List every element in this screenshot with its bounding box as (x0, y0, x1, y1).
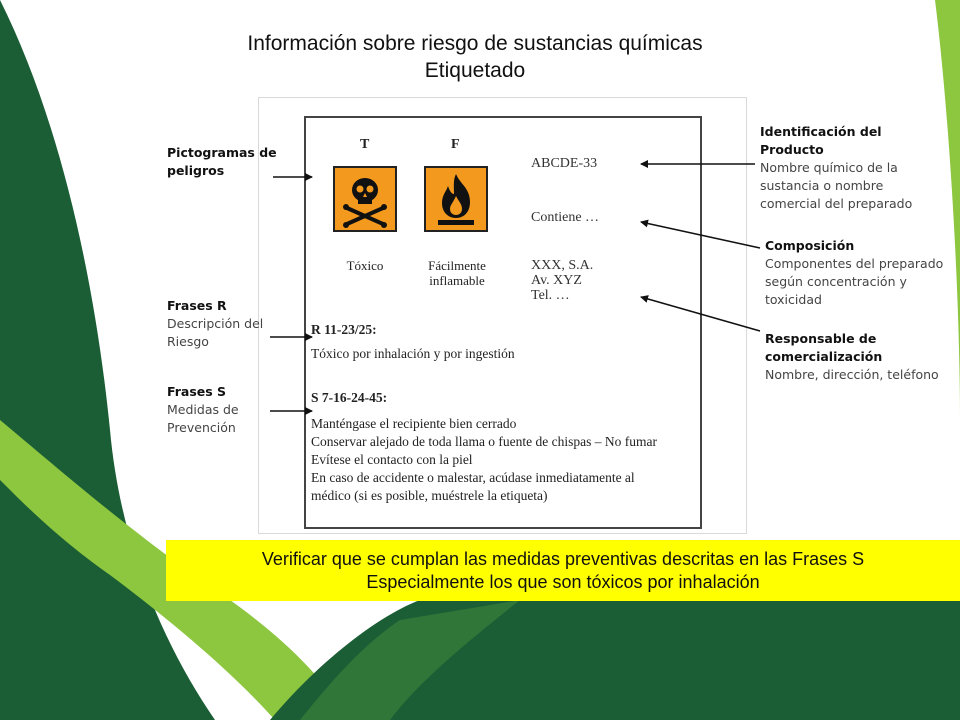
composition-annotation (765, 237, 943, 309)
pictogram-caption-flammable-line-2: inflamable (429, 273, 485, 288)
composition-heading: Composición (765, 238, 855, 253)
flame-icon (424, 166, 488, 232)
pictograms-heading-line-1: Pictogramas de (167, 145, 277, 160)
pictogram-caption-flammable-line-1: Fácilmente (428, 258, 486, 273)
s-phrases-desc-line-2: Prevención (167, 420, 236, 435)
s-phrase-line-2: Conservar alejado de toda llama o fuente de chispas – No fumar (311, 434, 658, 449)
pictogram-caption-toxic-line-1: Tóxico (346, 258, 384, 273)
s-phrase-line-3: Evítese el contacto con la piel (311, 452, 473, 467)
responsible-heading-line-2: comercialización (765, 349, 883, 364)
composition-desc-line-2: según concentración y (765, 274, 907, 289)
composition-desc-line-1: Componentes del preparado (765, 256, 944, 271)
product-id-annotation (760, 123, 912, 213)
pictogram-caption-toxic (330, 258, 400, 273)
page-title (160, 30, 790, 84)
product-id-desc-line-2: sustancia o nombre (760, 178, 884, 193)
r-phrases-annotation (167, 297, 263, 351)
s-phrases-annotation (167, 383, 239, 437)
title-line-2: Etiquetado (424, 59, 526, 82)
product-name: ABCDE-33 (531, 156, 598, 171)
s-phrase-line-1: Manténgase el recipiente bien cerrado (311, 416, 517, 431)
s-phrases-desc-line-1: Medidas de (167, 402, 239, 417)
product-id-heading-line-2: Producto (760, 142, 824, 157)
responsible-heading-line-1: Responsable de (765, 331, 877, 346)
r-phrases-desc-line-1: Descripción del (167, 316, 264, 331)
company-info (531, 258, 593, 303)
pictograms-annotation (167, 144, 277, 180)
s-phrase-line-5: médico (si es posible, muéstrele la etiqueta) (311, 488, 548, 503)
product-id-desc-line-3: comercial del preparado (760, 196, 913, 211)
banner-line-1: Verificar que se cumplan las medidas preventivas descritas en las Frases S (261, 549, 865, 569)
pictograms-heading-line-2: peligros (167, 163, 225, 178)
company-phone: Tel. … (531, 288, 570, 303)
company-address: Av. XYZ (531, 273, 582, 288)
r-phrases-heading: Frases R (167, 298, 227, 313)
pictogram-letter-f: F (451, 137, 460, 152)
s-phrases-heading: Frases S (167, 384, 227, 399)
s-phrase-code: S 7-16-24-45: (311, 390, 388, 405)
r-phrase-code: R 11-23/25: (311, 322, 377, 337)
r-phrases-desc-line-2: Riesgo (167, 334, 209, 349)
pictogram-letter-t: T (360, 137, 370, 152)
composition-desc-line-3: toxicidad (765, 292, 822, 307)
responsible-desc: Nombre, dirección, teléfono (765, 367, 939, 382)
warning-banner (166, 540, 960, 601)
title-line-1: Información sobre riesgo de sustancias químicas (247, 32, 703, 55)
s-phrase-line-4: En caso de accidente o malestar, acúdase inmediatamente al (311, 470, 635, 485)
responsible-annotation (765, 330, 939, 384)
product-contains: Contiene … (531, 210, 600, 225)
pictogram-caption-flammable (414, 258, 500, 288)
r-phrase-text: Tóxico por inhalación y por ingestión (311, 346, 515, 361)
skull-crossbones-icon (333, 166, 397, 232)
product-id-desc-line-1: Nombre químico de la (760, 160, 898, 175)
company-name: XXX, S.A. (531, 258, 594, 273)
product-id-heading-line-1: Identificación del (760, 124, 882, 139)
banner-line-2: Especialmente los que son tóxicos por inhalación (366, 572, 760, 592)
